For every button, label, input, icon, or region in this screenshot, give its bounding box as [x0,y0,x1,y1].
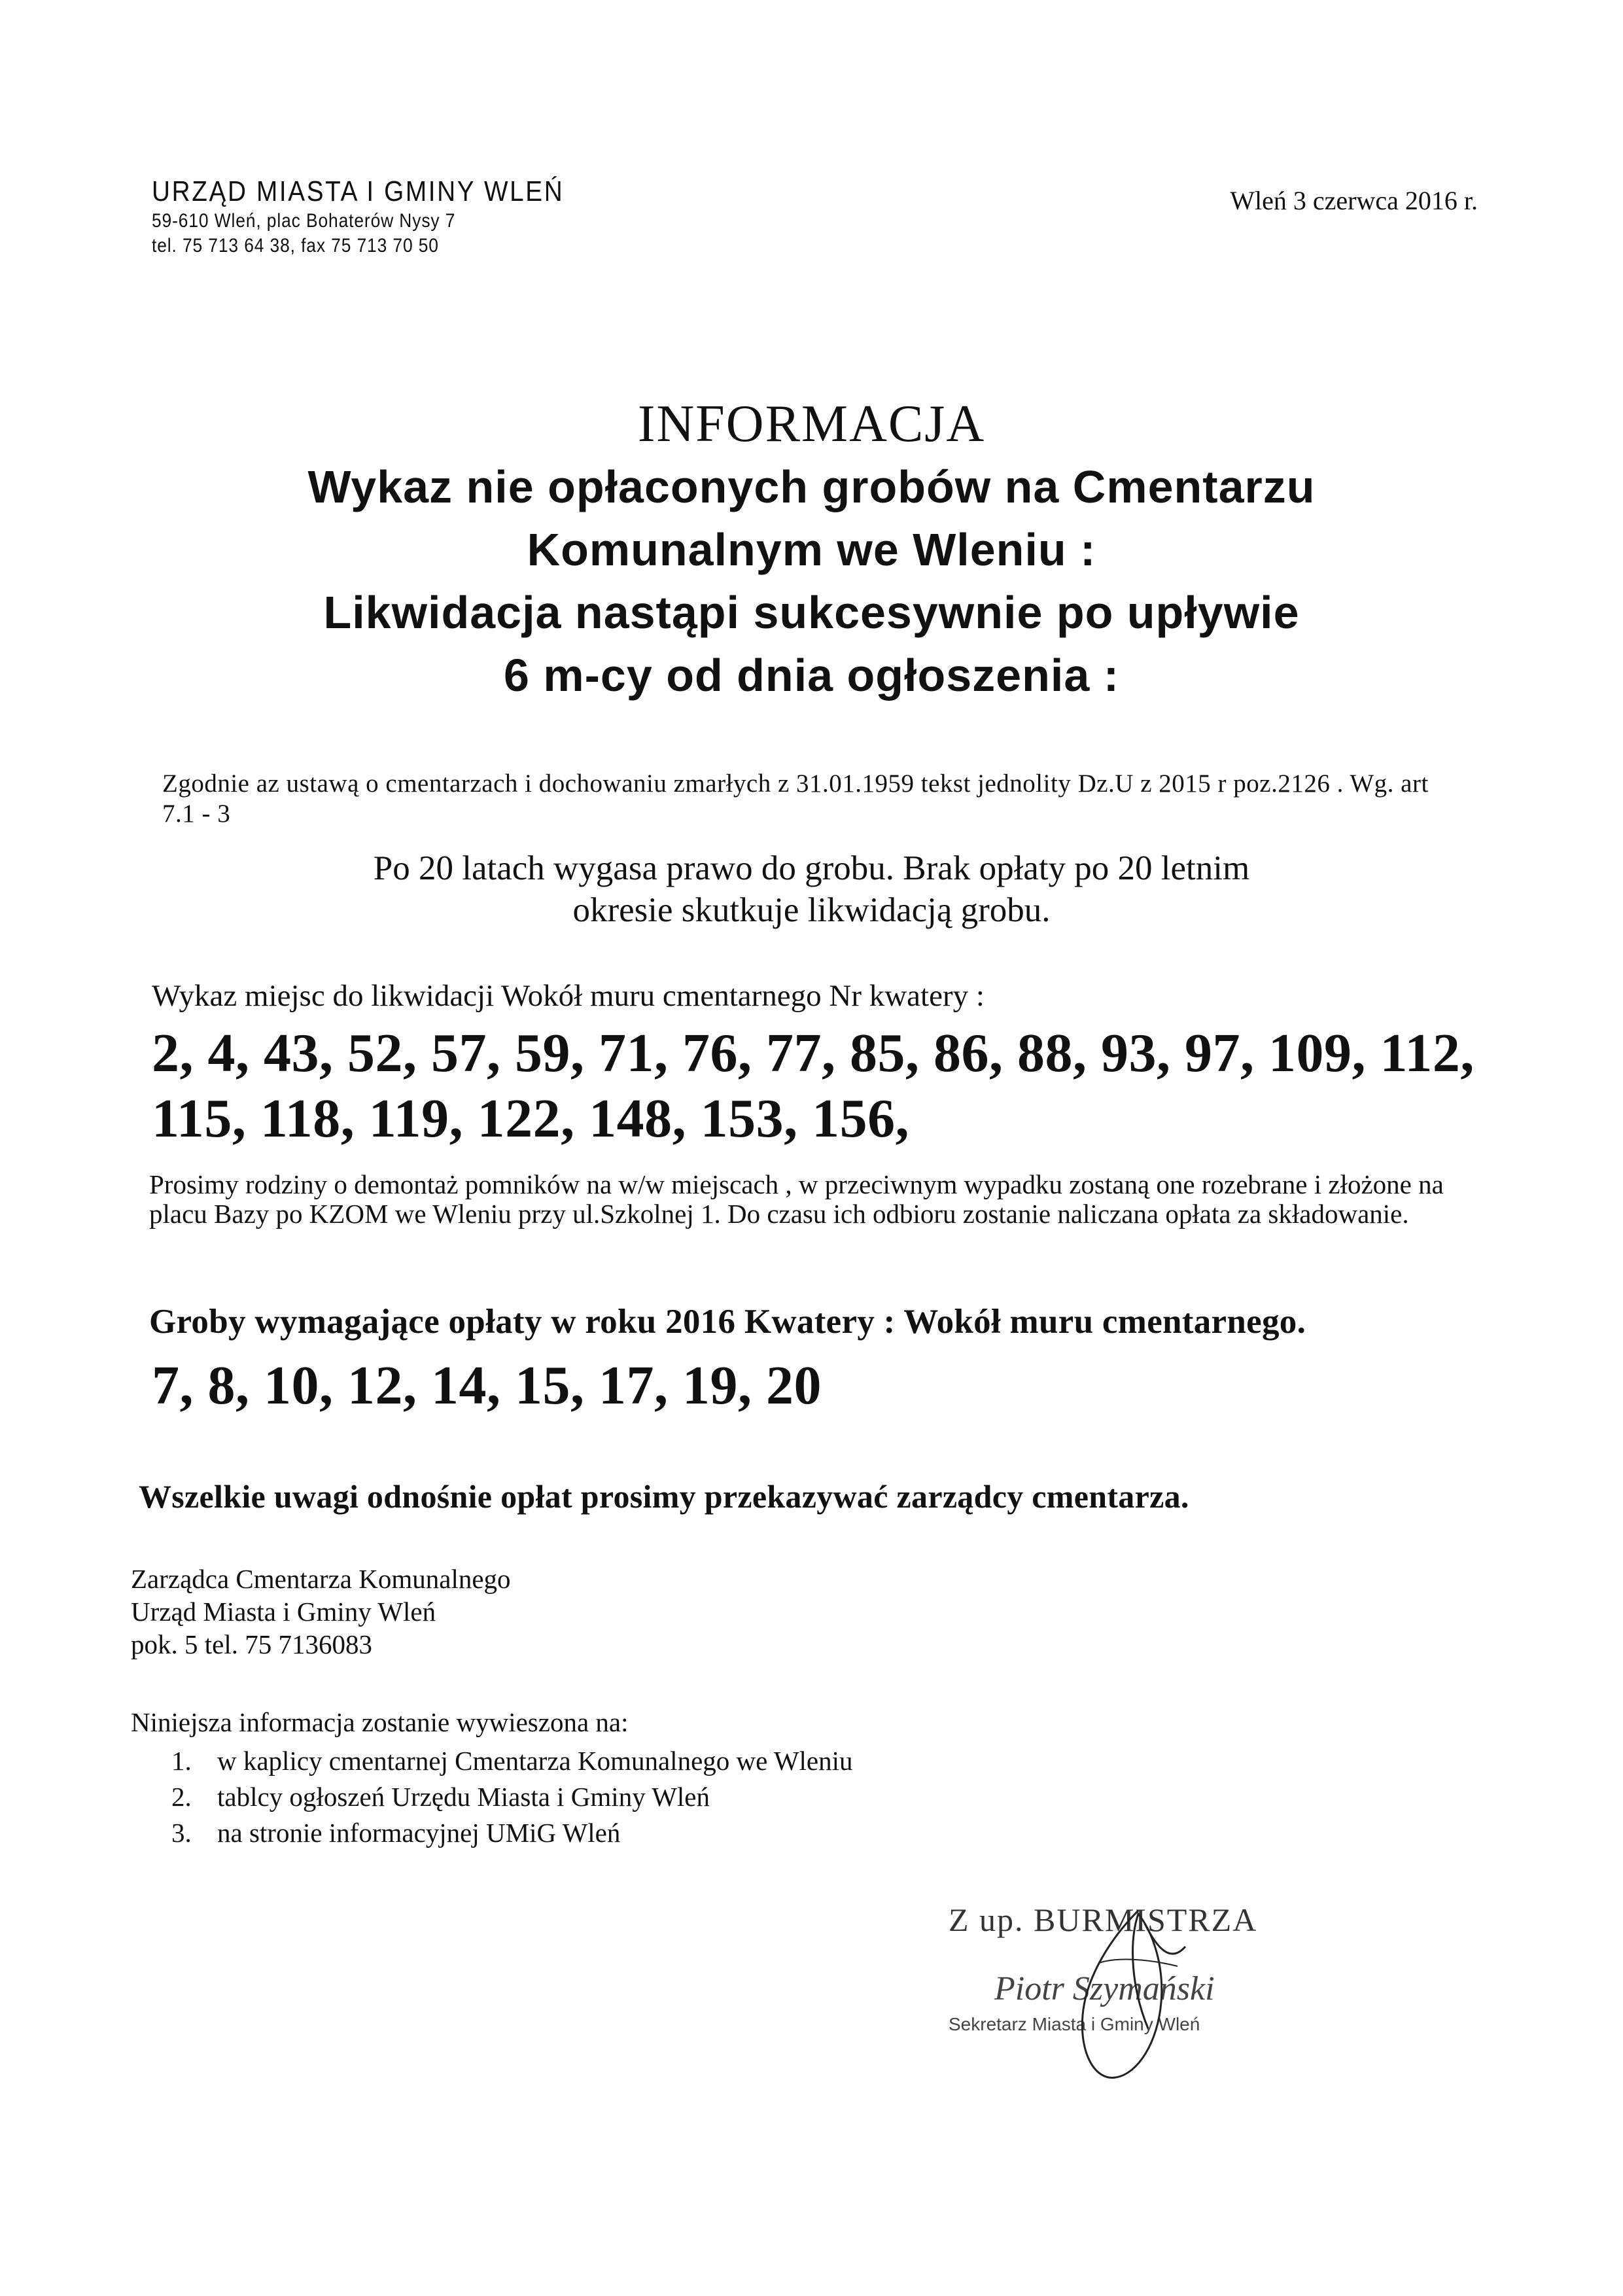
rule-line-2: okresie skutkuje likwidacją grobu. [572,891,1051,929]
list-item [171,1815,853,1851]
document-date: Wleń 3 czerwca 2016 r. [1230,186,1478,215]
office-name: URZĄD MIASTA I GMINY WLEŃ [152,175,565,207]
office-address: 59-610 Wleń, plac Bohaterów Nysy 7 [152,210,456,232]
subtitle-line-4: 6 m-cy od dnia ogłoszenia : [503,650,1120,701]
list-item-number: 1. [171,1746,192,1776]
legal-basis: Zgodnie az ustawą o cmentarzach i dochowaniu zmarłych z 31.01.1959 tekst jednolity Dz.U z 2015 r poz.2126 . Wg. art 7.1 - 3 [162,769,1429,828]
signature-role: Sekretarz Miasta i Gminy Wleń [949,2014,1200,2034]
subtitle-line-2: Komunalnym we Wleniu : [527,524,1096,575]
manager-line-3: pok. 5 tel. 75 7136083 [131,1629,372,1659]
liquidation-intro: Wykaz miejsc do likwidacji Wokół muru cmentarnego Nr kwatery : [152,979,985,1013]
subtitle-line-3: Likwidacja nastąpi sukcesywnie po upływie [323,587,1300,638]
list-item-number: 3. [171,1818,192,1848]
payment-numbers: 7, 8, 10, 12, 14, 15, 17, 19, 20 [152,1355,822,1416]
subtitle-line-1: Wykaz nie opłaconych grobów na Cmentarzu [307,461,1316,512]
letterhead [152,175,620,256]
manager-line-2: Urząd Miasta i Gminy Wleń [131,1597,436,1627]
title-block [0,393,1623,707]
list-item [171,1743,853,1779]
list-item-text: tablcy ogłoszeń Urzędu Miasta i Gminy Wleń [217,1782,710,1812]
manager-line-1: Zarządca Cmentarza Komunalnego [131,1564,511,1594]
rule-line-1: Po 20 latach wygasa prawo do grobu. Brak opłaty po 20 letnim [373,849,1250,887]
dismantling-request: Prosimy rodziny o demontaż pomników na w/w miejscach , w przeciwnym wypadku zostaną one rozebrane i złożone na placu Bazy po KZOM we Wleniu przy ul.Szkolnej 1. Do czasu ich odbioru zostanie naliczana opłata za składowanie. [149,1169,1444,1229]
payment-intro: Groby wymagające opłaty w roku 2016 Kwatery : Wokół muru cmentarnego. [149,1303,1306,1341]
liquidation-numbers-line-2: 115, 118, 119, 122, 148, 153, 156, [152,1088,910,1149]
document-title: INFORMACJA [637,395,986,453]
signature-title: Z up. BURMISTRZA [949,1901,1258,1938]
liquidation-numbers-line-1: 2, 4, 43, 52, 57, 59, 71, 76, 77, 85, 86, 88, 93, 97, 109, 112, [152,1023,1475,1084]
handwritten-signature [942,1884,1282,2100]
office-phone: tel. 75 713 64 38, fax 75 713 70 50 [152,234,439,256]
remarks: Wszelkie uwagi odnośnie opłat prosimy przekazywać zarządcy cmentarza. [139,1478,1189,1515]
list-item [171,1779,853,1815]
liquidation-numbers [152,1021,1486,1152]
list-item-text: w kaplicy cmentarnej Cmentarza Komunalnego we Wleniu [217,1746,853,1776]
posting-list [171,1743,853,1851]
list-item-number: 2. [171,1782,192,1812]
list-item-text: na stronie informacyjnej UMiG Wleń [217,1818,621,1848]
rule-paragraph [0,847,1623,931]
cemetery-manager [131,1563,511,1661]
posting-intro: Niniejsza informacja zostanie wywieszona na: [131,1707,629,1737]
signature-name: Piotr Szymański [994,1970,1215,2007]
